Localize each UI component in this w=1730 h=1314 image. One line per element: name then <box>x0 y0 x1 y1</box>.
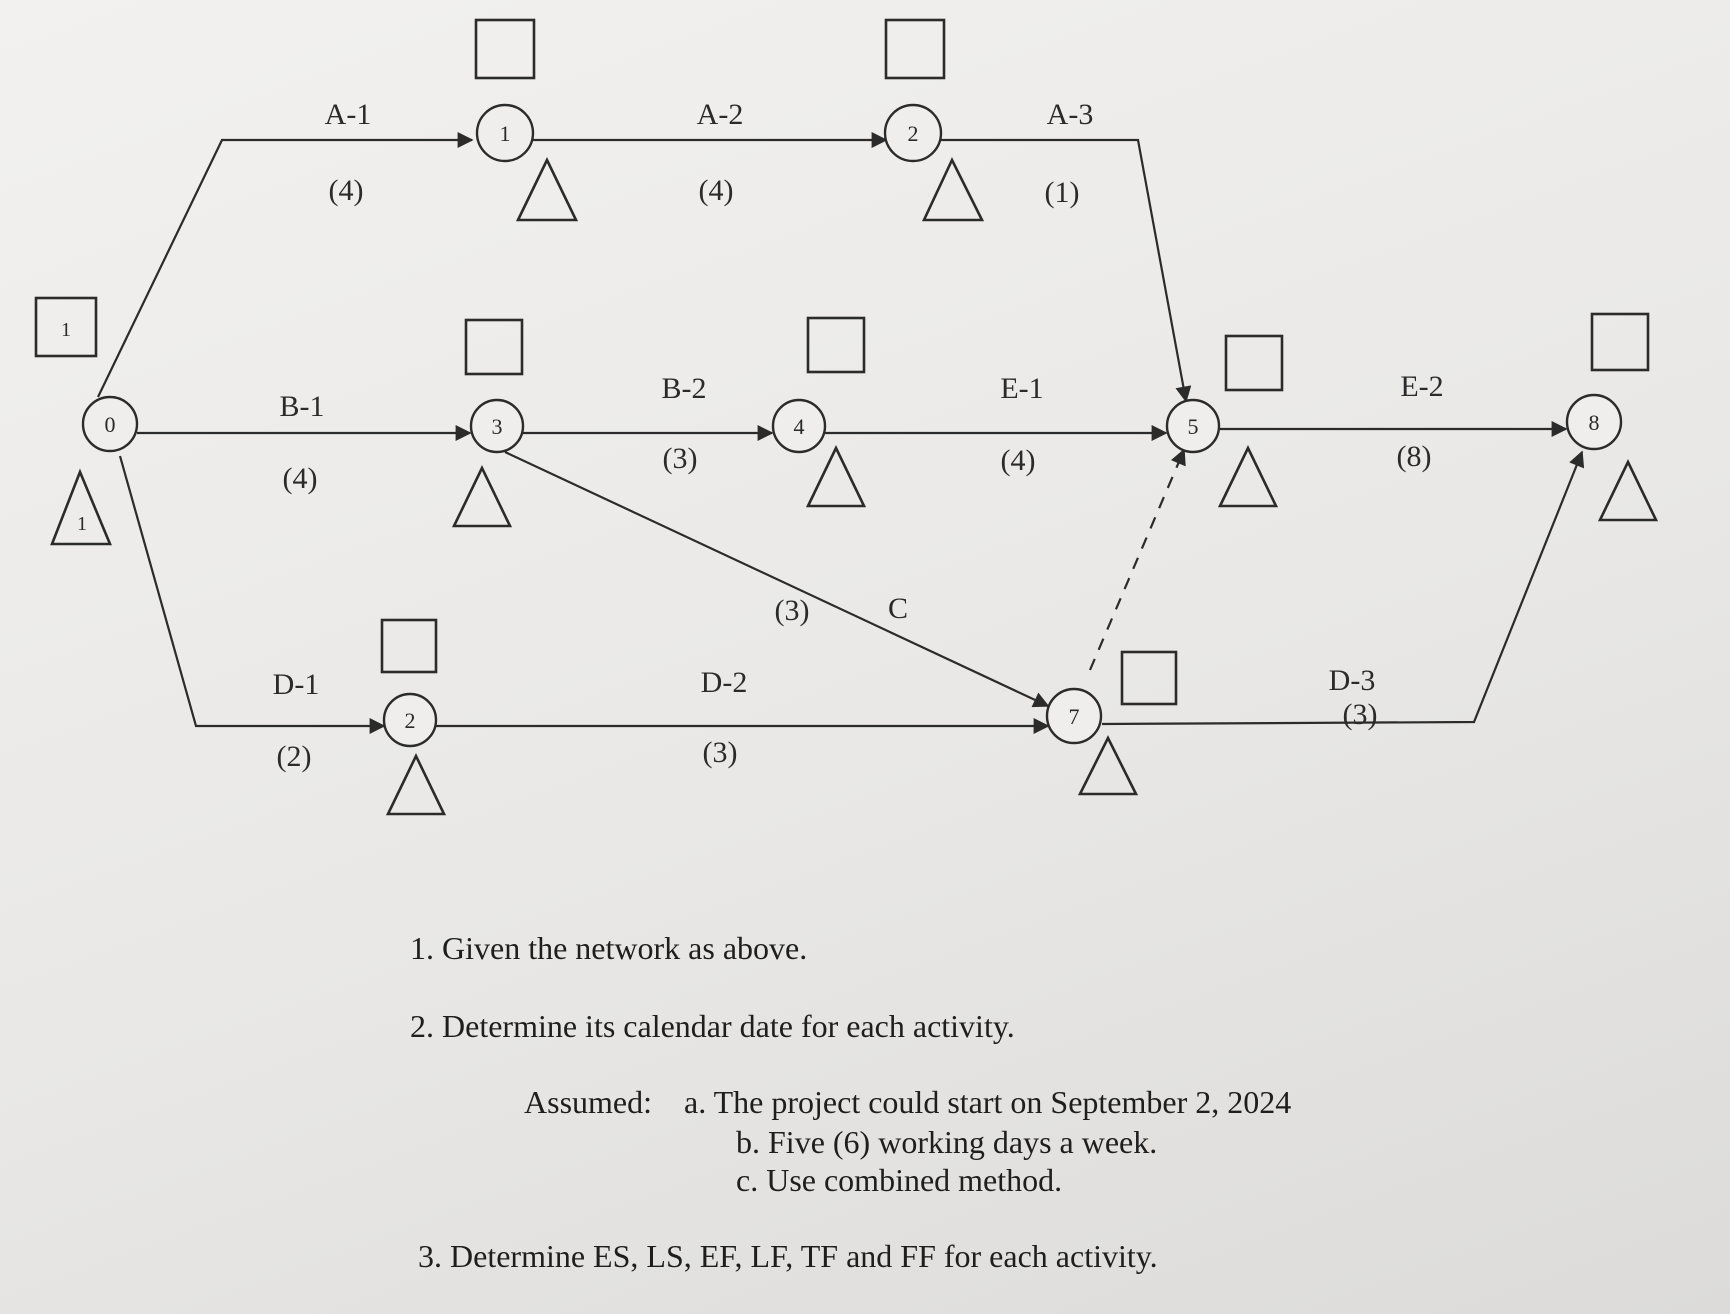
event-triangle <box>1080 738 1136 794</box>
activity-label: A-3 <box>1046 98 1094 131</box>
activity-duration: (2) <box>276 740 312 773</box>
activity-label: E-2 <box>1400 370 1444 403</box>
svg-text:2: 2 <box>907 121 919 146</box>
activity-label: A-1 <box>324 98 372 131</box>
event-triangle <box>1220 448 1276 506</box>
activity-label: A-2 <box>696 98 744 131</box>
event-box <box>466 320 522 374</box>
node-3 <box>471 400 523 452</box>
activity-label: B-2 <box>661 372 707 405</box>
assumed-label: Assumed: <box>524 1084 652 1120</box>
event-box <box>1122 652 1176 704</box>
event-triangle <box>388 756 444 814</box>
event-box <box>886 20 944 78</box>
question-2: 2. Determine its calendar date for each activity. <box>410 1008 1015 1044</box>
event-box <box>382 620 436 672</box>
activity-duration: (1) <box>1044 176 1080 209</box>
activity-duration: (4) <box>328 174 364 207</box>
activity-duration: (8) <box>1396 440 1432 473</box>
activity-duration: (3) <box>702 736 738 769</box>
start-box-number: 1 <box>61 319 71 341</box>
event-box <box>1592 314 1648 370</box>
svg-text:1: 1 <box>499 121 511 146</box>
activity-label: D-2 <box>700 666 748 699</box>
svg-text:8: 8 <box>1588 410 1600 435</box>
activity-label: D-1 <box>272 668 320 701</box>
svg-text:2: 2 <box>404 708 416 733</box>
activity-duration: (3) <box>662 442 698 475</box>
node-8 <box>1567 395 1621 449</box>
start-triangle-number: 1 <box>77 513 87 535</box>
svg-text:5: 5 <box>1187 414 1199 439</box>
node-4 <box>773 400 825 452</box>
node-5 <box>1167 400 1219 452</box>
assumption-b: b. Five (6) working days a week. <box>736 1124 1158 1160</box>
event-box <box>476 20 534 78</box>
question-1: 1. Given the network as above. <box>410 930 808 966</box>
svg-text:4: 4 <box>793 414 805 439</box>
activity-duration: (3) <box>774 594 810 627</box>
assumption-c: c. Use combined method. <box>736 1162 1063 1198</box>
activity-duration: (4) <box>698 174 734 207</box>
event-triangle <box>518 160 576 220</box>
svg-text:3: 3 <box>491 414 503 439</box>
event-triangle <box>808 448 864 506</box>
question-3: 3. Determine ES, LS, EF, LF, TF and FF for each activity. <box>418 1238 1158 1274</box>
node-0 <box>83 397 137 451</box>
event-triangle <box>454 468 510 526</box>
node-1 <box>477 105 533 161</box>
arrow-c <box>505 452 1048 706</box>
activity-label: D-3 <box>1328 664 1376 697</box>
activity-duration: (4) <box>282 462 318 495</box>
arrow-d1 <box>120 456 384 726</box>
dummy-arrow <box>1090 450 1184 670</box>
activity-label: E-1 <box>1000 372 1044 405</box>
event-triangle <box>924 160 982 220</box>
node-2-top <box>885 105 941 161</box>
event-box <box>808 318 864 372</box>
assumption-a: a. The project could start on September 2, 2024 <box>684 1084 1292 1120</box>
node-2-bottom <box>384 694 436 746</box>
activity-label: C <box>887 592 909 625</box>
svg-text:7: 7 <box>1068 704 1080 729</box>
activity-duration: (3) <box>1342 698 1378 731</box>
activity-duration: (4) <box>1000 444 1036 477</box>
svg-text:0: 0 <box>104 412 116 437</box>
activity-label: B-1 <box>279 390 325 423</box>
node-7 <box>1047 689 1101 743</box>
event-triangle <box>1600 462 1656 520</box>
event-box <box>1226 336 1282 390</box>
arrow-a1 <box>98 140 472 397</box>
